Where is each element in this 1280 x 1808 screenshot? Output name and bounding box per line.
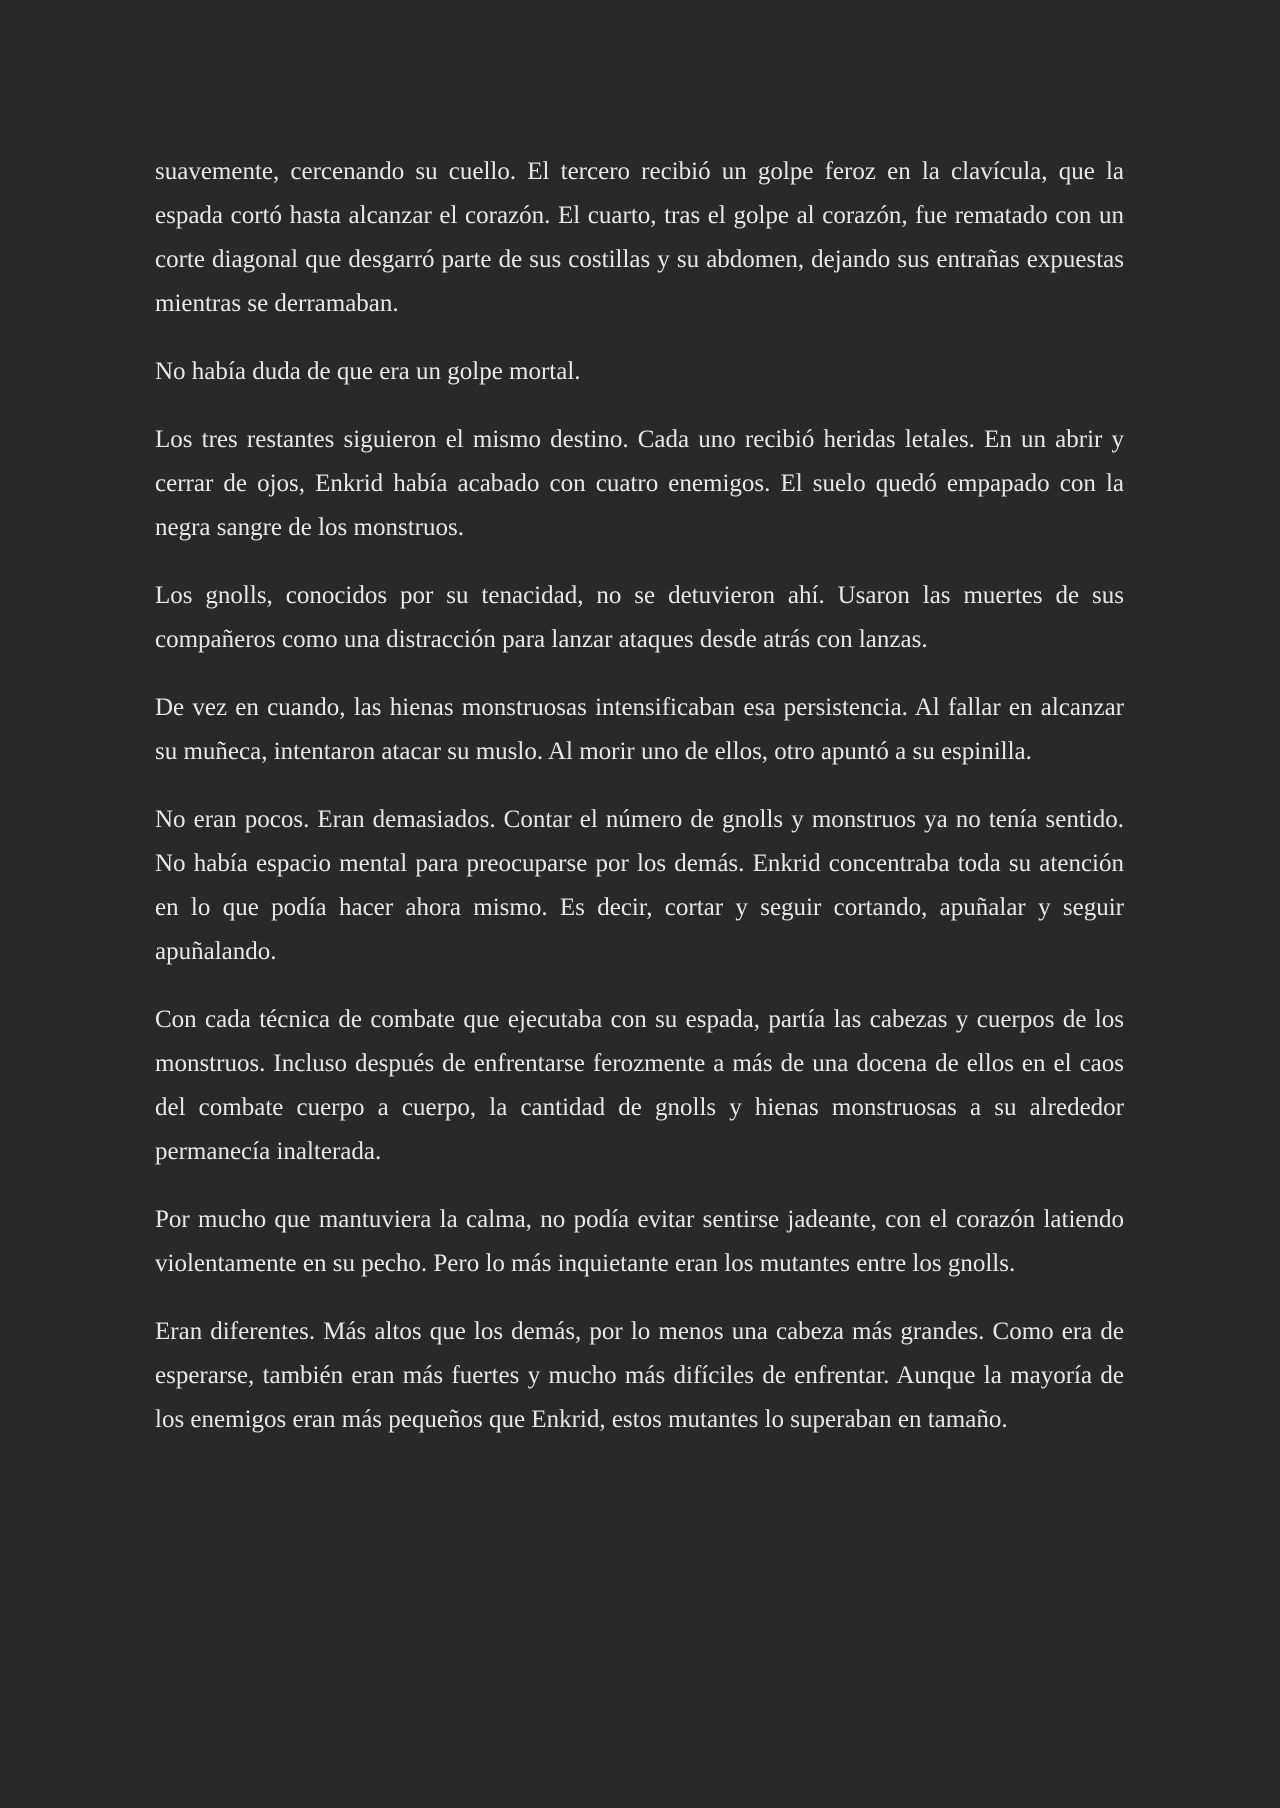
paragraph: No eran pocos. Eran demasiados. Contar el número de gnolls y monstruos ya no tenía sentido. No había espacio mental para preocuparse por los demás. Enkrid concentraba toda su atención en lo que podía hacer ahora mismo. Es decir, cortar y seguir cortando, apuñalar y seguir apuñalando.	[155, 806, 1124, 965]
paragraph: De vez en cuando, las hienas monstruosas intensificaban esa persistencia. Al fallar en alcanzar su muñeca, intentaron atacar su muslo. Al morir uno de ellos, otro apuntó a su espinilla.	[155, 694, 1124, 765]
paragraph: Eran diferentes. Más altos que los demás, por lo menos una cabeza más grandes. Como era de esperarse, también eran más fuertes y mucho más difíciles de enfrentar. Aunque la mayoría de los enemigos eran más pequeños que Enkrid, estos mutantes lo superaban en tamaño.	[155, 1318, 1124, 1433]
paragraph: Por mucho que mantuviera la calma, no podía evitar sentirse jadeante, con el corazón latiendo violentamente en su pecho. Pero lo más inquietante eran los mutantes entre los gnolls.	[155, 1206, 1124, 1277]
paragraph: Los tres restantes siguieron el mismo destino. Cada uno recibió heridas letales. En un abrir y cerrar de ojos, Enkrid había acabado con cuatro enemigos. El suelo quedó empapado con la negra sangre de los monstruos.	[155, 426, 1124, 541]
paragraph: Con cada técnica de combate que ejecutaba con su espada, partía las cabezas y cuerpos de los monstruos. Incluso después de enfrentarse ferozmente a más de una docena de ellos en el caos del combate cuerpo a cuerpo, la cantidad de gnolls y hienas monstruosas a su alrededor permanecía inalterada.	[155, 1006, 1124, 1165]
paragraph: No había duda de que era un golpe mortal.	[155, 358, 581, 385]
chapter-text	[155, 150, 1124, 1466]
paragraph: Los gnolls, conocidos por su tenacidad, no se detuvieron ahí. Usaron las muertes de sus compañeros como una distracción para lanzar ataques desde atrás con lanzas.	[155, 582, 1124, 653]
paragraph: suavemente, cercenando su cuello. El tercero recibió un golpe feroz en la clavícula, que la espada cortó hasta alcanzar el corazón. El cuarto, tras el golpe al corazón, fue rematado con un corte diagonal que desgarró parte de sus costillas y su abdomen, dejando sus entrañas expuestas mientras se derramaban.	[155, 158, 1124, 317]
